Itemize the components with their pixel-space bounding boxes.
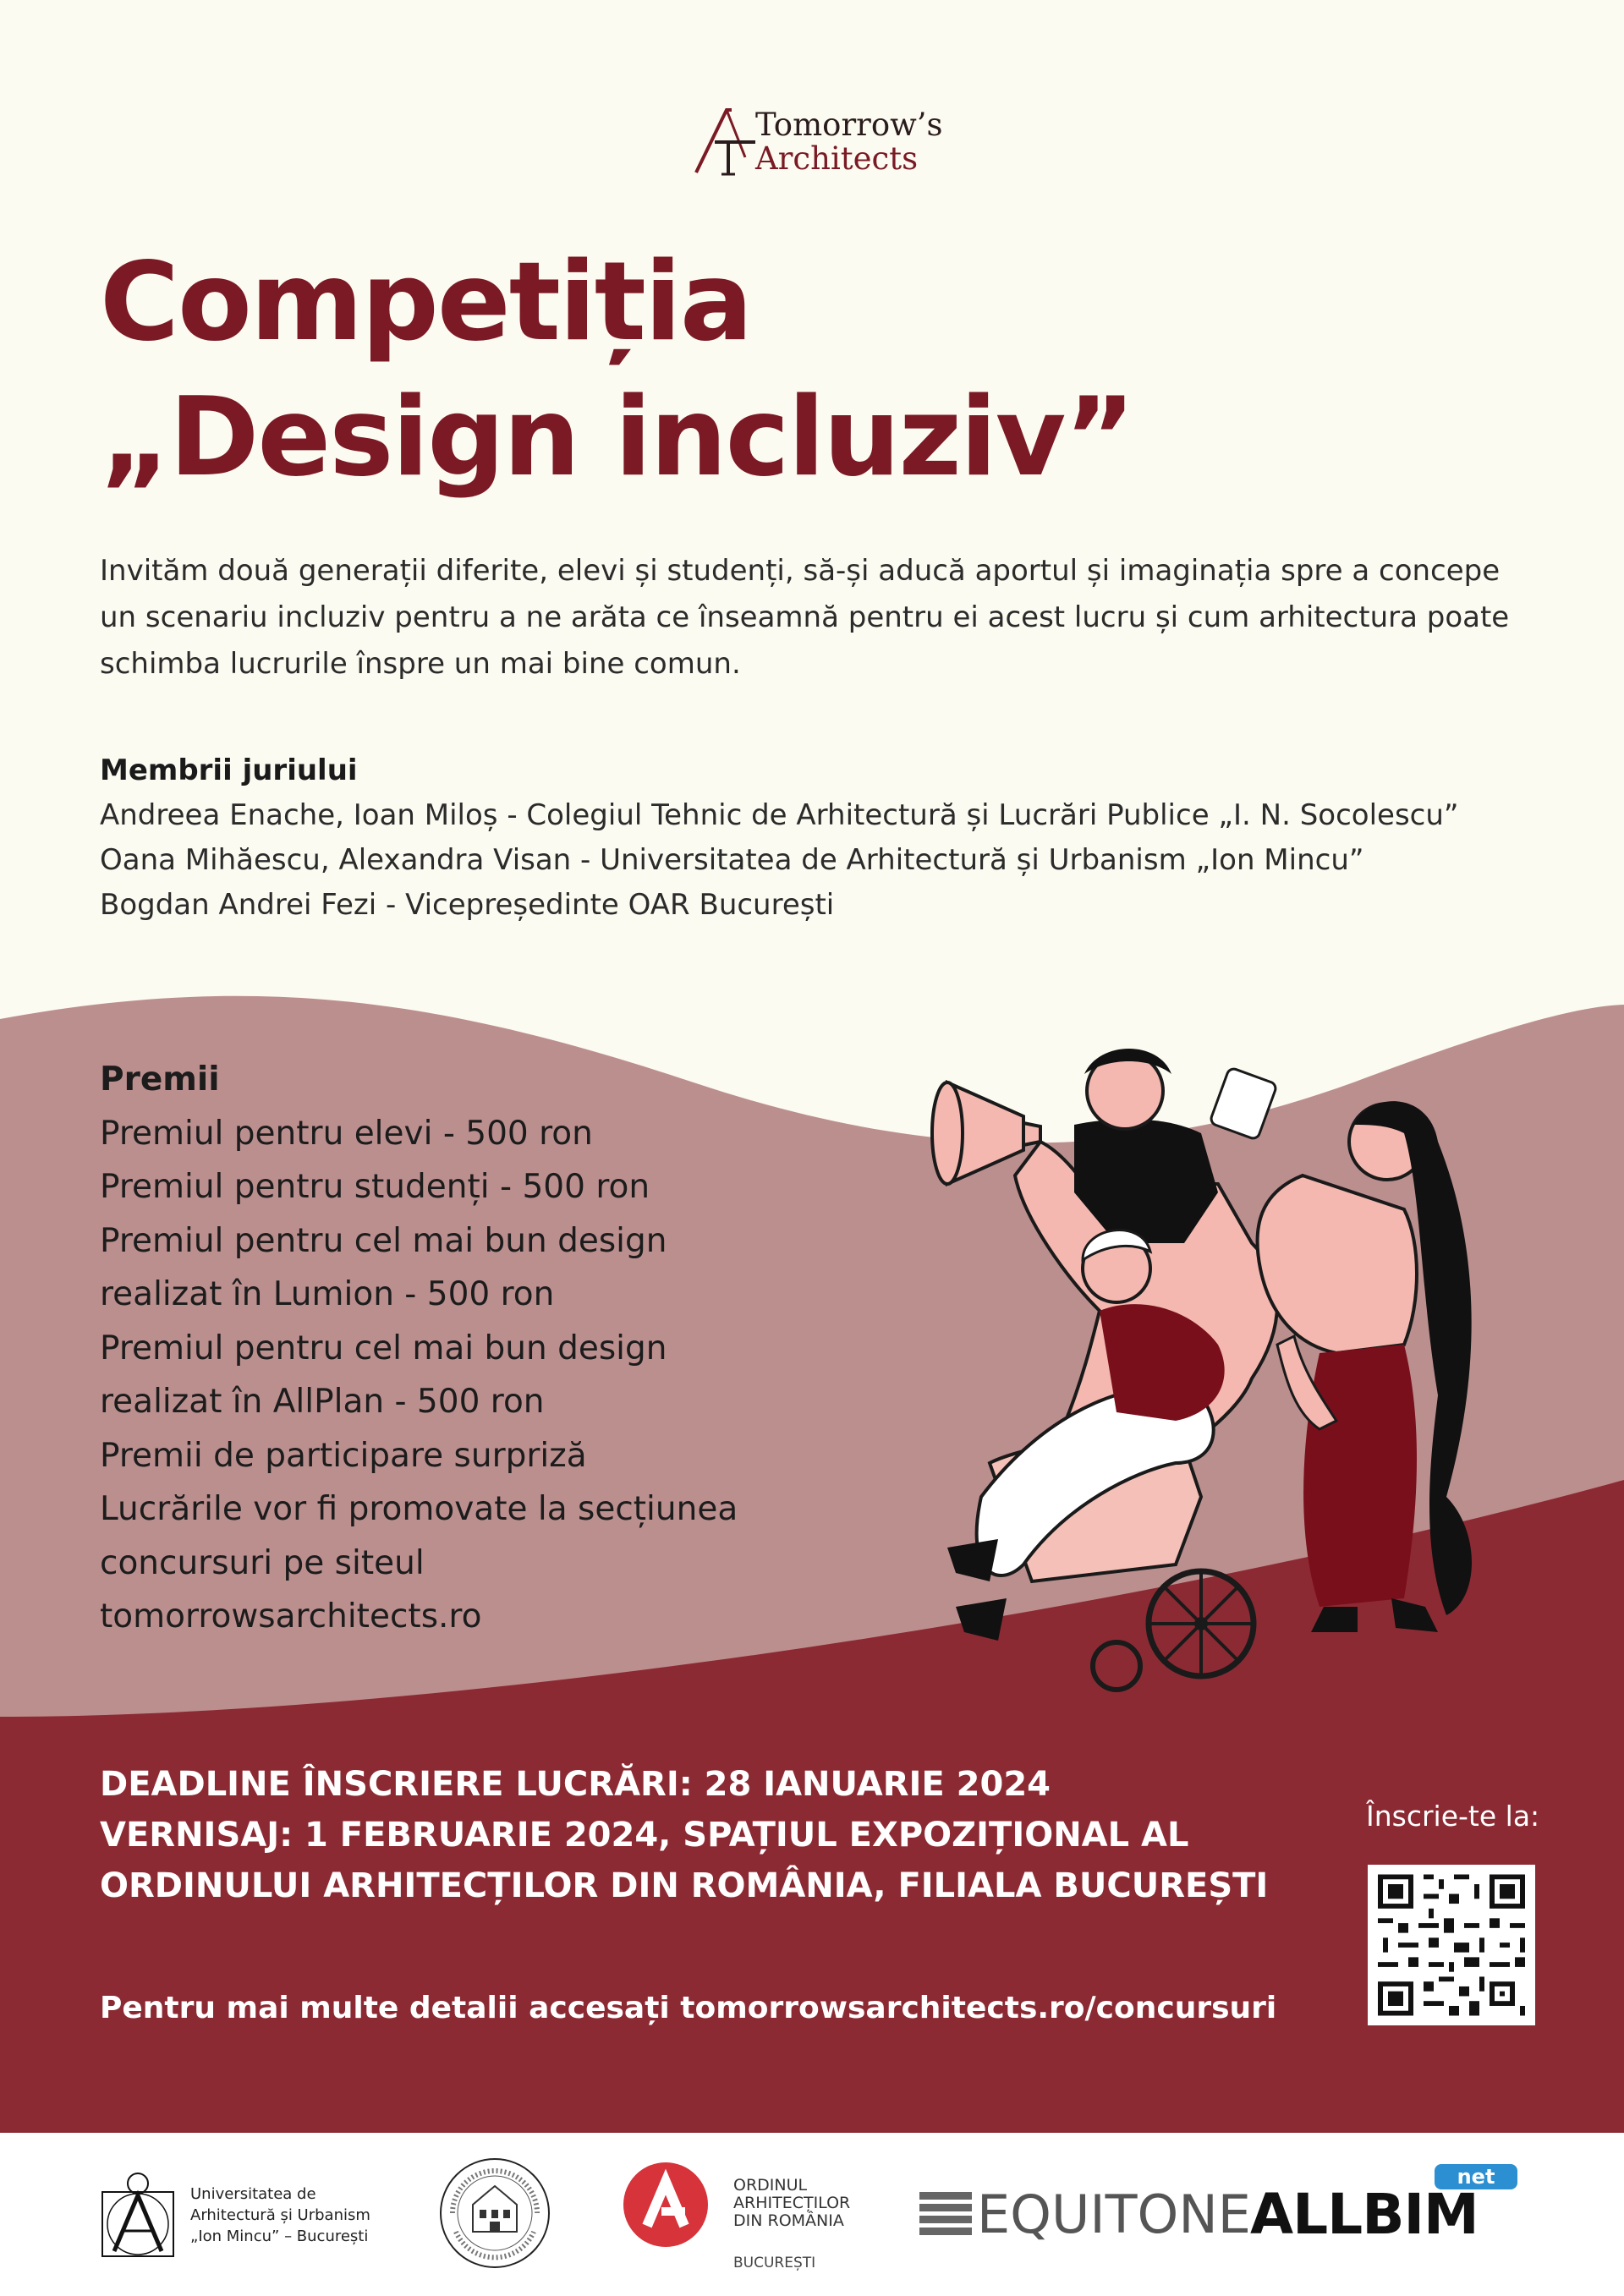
prize-line: Premiul pentru cel mai bun design <box>100 1221 667 1260</box>
jury-title: Membrii juriului <box>100 753 358 787</box>
allbim-text: ALLBIM <box>1250 2182 1479 2247</box>
page-title <box>100 235 1369 506</box>
logo-mark-icon <box>689 103 757 184</box>
prize-line: Premiul pentru studenți - 500 ron <box>100 1168 650 1206</box>
tomorrows-architects-logo <box>689 103 960 184</box>
jury-section <box>100 748 1588 928</box>
inclusive-people-illustration <box>897 1023 1522 1700</box>
intro-paragraph: Invităm două generații diferite, elevi și studenți, să-și aducă aportul și imaginația spre a concepe un scenariu incluziv pentru a ne arăta ce înseamnă pentru ei acest lucru și cum arhitectura poate schimba lucrurile înspre un mai bine comun. <box>100 554 1510 681</box>
deadline-section <box>100 1759 1369 1911</box>
oar-text: ORDINUL ARHITECȚILOR DIN ROMÂNIA <box>733 2176 851 2230</box>
qr-code[interactable] <box>1368 1865 1535 2025</box>
colegiu-seal-icon <box>436 2154 554 2272</box>
prizes-title: Premii <box>100 1060 220 1099</box>
deadline-line: DEADLINE ÎNSCRIERE LUCRĂRI: 28 IANUARIE 2024 <box>100 1765 1051 1804</box>
jury-member: Bogdan Andrei Fezi - Vicepreședinte OAR București <box>100 888 835 922</box>
logo-text-line1: Tomorrow’s <box>755 107 943 143</box>
vernisaj-line: VERNISAJ: 1 FEBRUARIE 2024, SPAȚIUL EXPOZIȚIONAL AL <box>100 1816 1189 1855</box>
prize-line: Premiul pentru elevi - 500 ron <box>100 1114 593 1153</box>
title-line2: „Design incluziv” <box>100 375 1134 501</box>
prize-line: realizat în AllPlan - 500 ron <box>100 1383 545 1421</box>
oar-emblem-icon <box>622 2158 715 2251</box>
jury-member: Andreea Enache, Ioan Miloș - Colegiul Tehnic de Arhitectură și Lucrări Publice „I. N. Socolescu” <box>100 798 1459 832</box>
equitone-bars-icon <box>918 2185 974 2244</box>
uauim-logo <box>97 2167 376 2260</box>
equitone-text: EQUITONE <box>977 2184 1251 2245</box>
uauim-text: Universitatea de Arhitectură și Urbanism „Ion Mincu” – București <box>190 2185 370 2245</box>
prize-line: Premiul pentru cel mai bun design <box>100 1329 667 1367</box>
register-label: Înscrie-te la: <box>1366 1800 1540 1833</box>
colegiu-socolescu-seal <box>436 2154 554 2272</box>
title-line1: Competiția <box>100 239 752 365</box>
prize-line: realizat în Lumion - 500 ron <box>100 1275 555 1313</box>
uauim-emblem-icon <box>97 2167 182 2260</box>
net-badge: net <box>1435 2164 1517 2189</box>
sponsors-footer <box>0 2133 1624 2296</box>
prize-line: Lucrările vor fi promovate la secțiunea <box>100 1490 738 1528</box>
equitone-logo <box>918 2184 1251 2245</box>
allbim-logo <box>1250 2162 1521 2264</box>
prizes-section <box>100 1053 844 1644</box>
vernisaj-line-2: ORDINULUI ARHITECȚILOR DIN ROMÂNIA, FILIALA BUCUREȘTI <box>100 1866 1269 1905</box>
qr-code-icon <box>1368 1865 1535 2025</box>
logo-text-line2: Architects <box>755 140 919 177</box>
prize-line: tomorrowsarchitects.ro <box>100 1597 482 1636</box>
oar-city: BUCUREȘTI <box>733 2255 816 2271</box>
prize-line: concursuri pe siteul <box>100 1543 425 1582</box>
oar-logo <box>622 2158 892 2271</box>
jury-member: Oana Mihăescu, Alexandra Visan - Universitatea de Arhitectură și Urbanism „Ion Mincu” <box>100 843 1364 877</box>
details-link[interactable]: Pentru mai multe detalii accesați tomorrowsarchitects.ro/concursuri <box>100 1991 1277 2025</box>
woman-figure <box>1258 1101 1472 1632</box>
prize-line: Premii de participare surpriză <box>100 1436 587 1475</box>
